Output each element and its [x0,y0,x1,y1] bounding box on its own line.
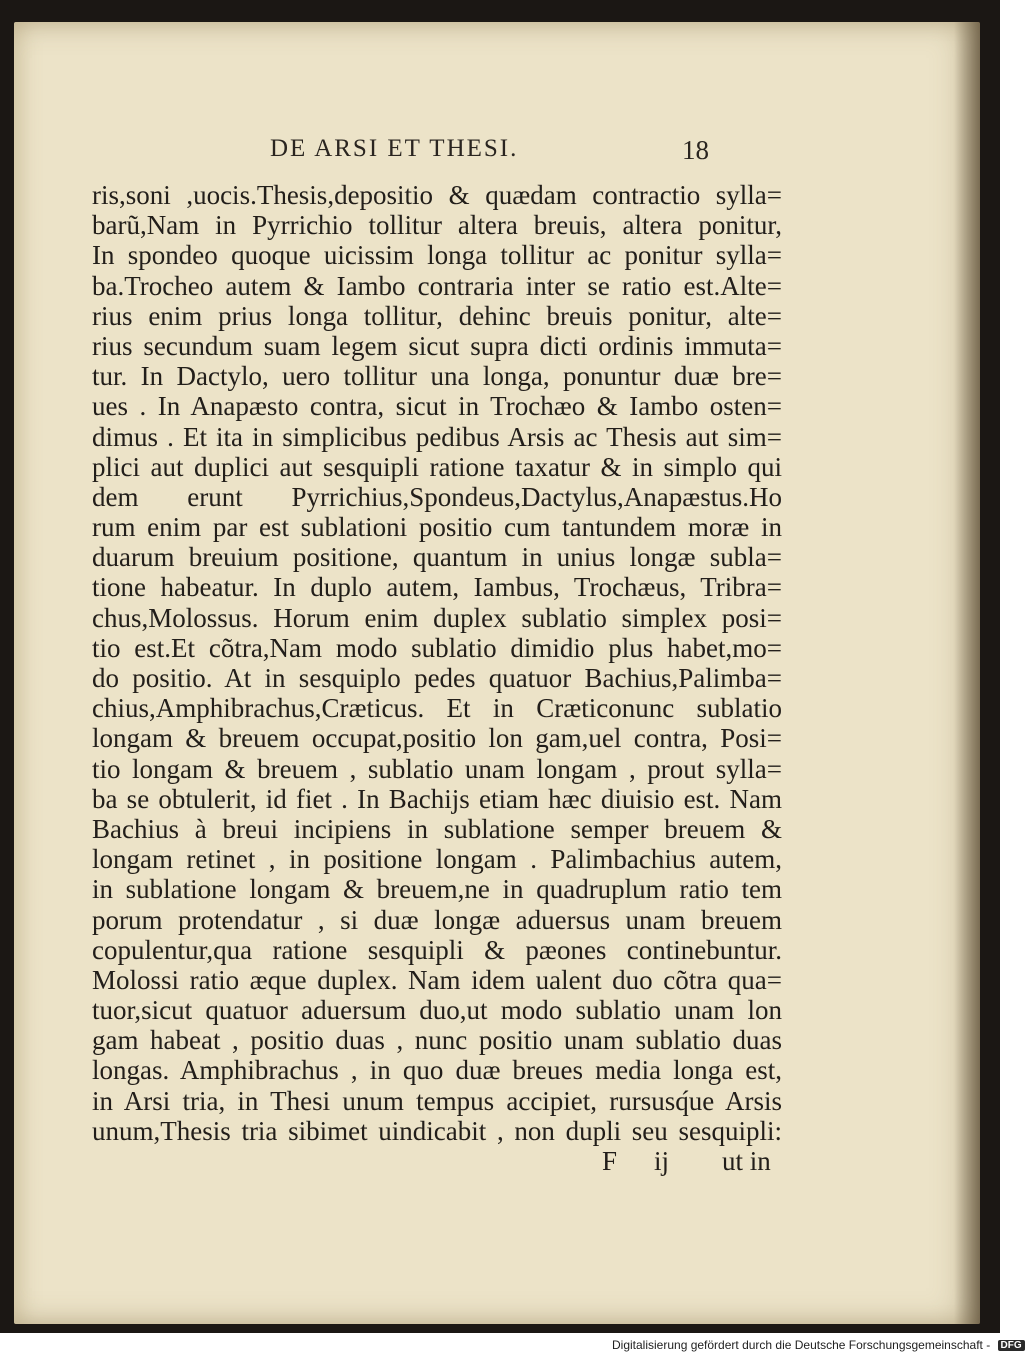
page-number: 18 [682,135,709,165]
text-line: chius,Amphibrachus,Cræticus. Et in Cræticonunc sublatio [92,693,782,724]
text-line: Molossi ratio æque duplex. Nam idem ualent duo cõtra qua= [92,964,782,995]
text-line: tur. In Dactylo, uero tollitur una longa, ponuntur duæ bre= [92,361,782,392]
text-line: In spondeo quoque uicissim longa tollitur ac ponitur sylla= [92,240,782,271]
text-line: longam & breuem occupat,positio lon gam,uel contra, Posi= [92,723,782,754]
text-line: dimus . Et ita in simplicibus pedibus Arsis ac Thesis aut sim= [92,421,782,452]
book-page [14,22,980,1324]
credit-text: Digitalisierung gefördert durch die Deutsche Forschungsgemeinschaft - [612,1338,991,1352]
text-line: tione habeatur. In duplo autem, Iambus, Trochæus, Tribra= [92,572,782,603]
text-line: in sublatione longam & breuem,ne in quadruplum ratio tem [92,874,782,905]
text-line: plici aut duplici aut sesquipli ratione taxatur & in simplo qui [92,451,782,482]
text-line: longam retinet , in positione longam . Palimbachius autem, [92,844,782,875]
text-line: ris,soni ,uocis.Thesis,depositio & quædam contractio sylla= [92,180,782,210]
text-line: tio longam & breuem , sublatio unam longam , prout sylla= [92,753,782,784]
text-line: duarum breuium positione, quantum in unius longæ subla= [92,542,782,573]
text-line: tuor,sicut quatuor aduersum duo,ut modo sublatio unam lon [92,995,782,1026]
catchword: ut in [722,1146,771,1176]
text-line: dem erunt Pyrrichius,Spondeus,Dactylus,Anapæstus.Ho [92,481,782,512]
text-line: do positio. At in sesquiplo pedes quatuor Bachius,Palimba= [92,663,782,693]
signature-mark: F [602,1146,618,1176]
signature-number: ij [654,1146,670,1176]
running-head: DE ARSI ET THESI. [270,135,519,162]
text-line: barũ,Nam in Pyrrichio tollitur altera breuis, altera ponitur, [92,210,782,241]
text-line: copulentur,qua ratione sesquipli & pæones continebuntur. [92,934,782,965]
body-text [92,180,782,1146]
text-line: ba.Trocheo autem & Iambo contraria inter se ratio est.Alte= [92,270,782,301]
text-line: porum protendatur , si duæ longæ aduersus unam breuem [92,904,782,935]
dfg-logo-icon: DFG [998,1340,1025,1351]
text-line: rius secundum suam legem sicut supra dicti ordinis immuta= [92,330,782,361]
text-line: ues . In Anapæsto contra, sicut in Trochæo & Iambo osten= [92,391,782,422]
text-line: gam habeat , positio duas , nunc positio unam sublatio duas [92,1025,782,1056]
text-line: ba se obtulerit, id fiet . In Bachijs etiam hæc diuisio est. Nam [92,783,782,814]
text-line: unum,Thesis tria sibimet uindicabit , non dupli seu sesquipli: [92,1115,782,1146]
digitization-credit [612,1338,1025,1352]
text-line: rum enim par est sublationi positio cum tantundem moræ in [92,512,782,543]
text-line: longas. Amphibrachus , in quo duæ breues media longa est, [92,1055,782,1086]
text-line: in Arsi tria, in Thesi unum tempus accipiet, rursusq́ue Arsis [92,1085,782,1116]
text-line: tio est.Et cõtra,Nam modo sublatio dimidio plus habet,mo= [92,632,782,663]
text-line: chus,Molossus. Horum enim duplex sublatio simplex posi= [92,602,782,633]
text-line: rius enim prius longa tollitur, dehinc breuis ponitur, alte= [92,300,782,331]
text-line: Bachius à breui incipiens in sublatione semper breuem & [92,813,782,844]
